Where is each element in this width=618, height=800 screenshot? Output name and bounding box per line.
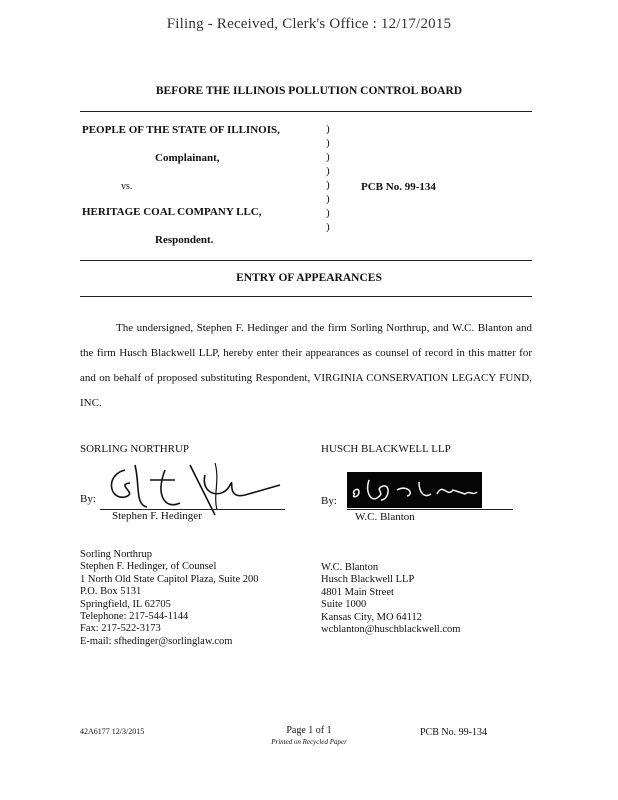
case-number: PCB No. 99-134: [361, 181, 436, 193]
right-signature-line: [347, 509, 513, 510]
left-address-line: Sorling Northrup: [80, 549, 153, 560]
left-address-line: Springfield, IL 62705: [80, 598, 171, 610]
left-by-label: By:: [80, 493, 96, 505]
right-address-line: Suite 1000: [321, 599, 367, 611]
footer-doc-id: 42A6177 12/3/2015: [80, 727, 145, 736]
right-address-line: Husch Blackwell LLP: [321, 574, 415, 586]
caption-top-rule: [80, 111, 532, 112]
respondent-name: HERITAGE COAL COMPANY LLC,: [82, 206, 262, 218]
board-title: BEFORE THE ILLINOIS POLLUTION CONTROL BOARD: [155, 85, 463, 97]
complainant-role: Complainant,: [155, 152, 220, 164]
right-address-block: [321, 562, 460, 636]
appearance-paragraph: The undersigned, Stephen F. Hedinger and the firm Sorling Northrup, and W.C. Blanton and the firm Husch Blackwell LLP, hereby enter their appearances as counsel of record in this matter for and on behalf of proposed substituting Respondent, VIRGINIA CONSERVATION LEGACY FUND, INC.: [80, 322, 532, 409]
right-address-line: Kansas City, MO 64112: [321, 611, 423, 623]
heading-rule: [80, 296, 532, 297]
versus-label: vs.: [121, 181, 133, 192]
right-signer-name: W.C. Blanton: [355, 511, 415, 523]
blanton-signature: [347, 472, 482, 508]
right-email: wcblanton@huschblackwell.com: [321, 624, 461, 636]
left-firm-name: SORLING NORTHRUP: [80, 443, 190, 455]
footer-page-number: Page 1 of 1: [286, 725, 332, 736]
left-signer-name: Stephen F. Hedinger: [112, 510, 202, 522]
left-address-line: Fax: 217-522-3173: [80, 623, 161, 635]
right-firm-name: HUSCH BLACKWELL LLP: [321, 443, 451, 455]
left-address-line: Stephen F. Hedinger, of Counsel: [80, 561, 217, 573]
right-address-line: 4801 Main Street: [321, 586, 394, 598]
right-by-label: By:: [321, 495, 337, 507]
left-address-line: 1 North Old State Capitol Plaza, Suite 200: [80, 573, 259, 585]
filing-stamp: Filing - Received, Clerk's Office : 12/17/2015: [166, 16, 452, 32]
left-address-block: [80, 549, 258, 648]
caption-parentheses: ) ) ) ) ) ) ) ): [326, 123, 330, 233]
left-email: E-mail: sfhedinger@sorlinglaw.com: [80, 635, 233, 647]
footer-recycled-note: Printed on Recycled Paper: [271, 738, 347, 746]
blanton-signature-box: [347, 472, 482, 508]
complainant-name: PEOPLE OF THE STATE OF ILLINOIS,: [82, 124, 280, 136]
left-address-line: Telephone: 217-544-1144: [80, 611, 189, 623]
left-address-line: P.O. Box 5131: [80, 586, 142, 598]
caption-bottom-rule: [80, 260, 532, 261]
respondent-role: Respondent.: [155, 234, 214, 246]
entry-heading: ENTRY OF APPEARANCES: [236, 272, 382, 284]
footer-case-number: PCB No. 99-134: [420, 727, 487, 738]
right-address-line: W.C. Blanton: [321, 562, 379, 573]
